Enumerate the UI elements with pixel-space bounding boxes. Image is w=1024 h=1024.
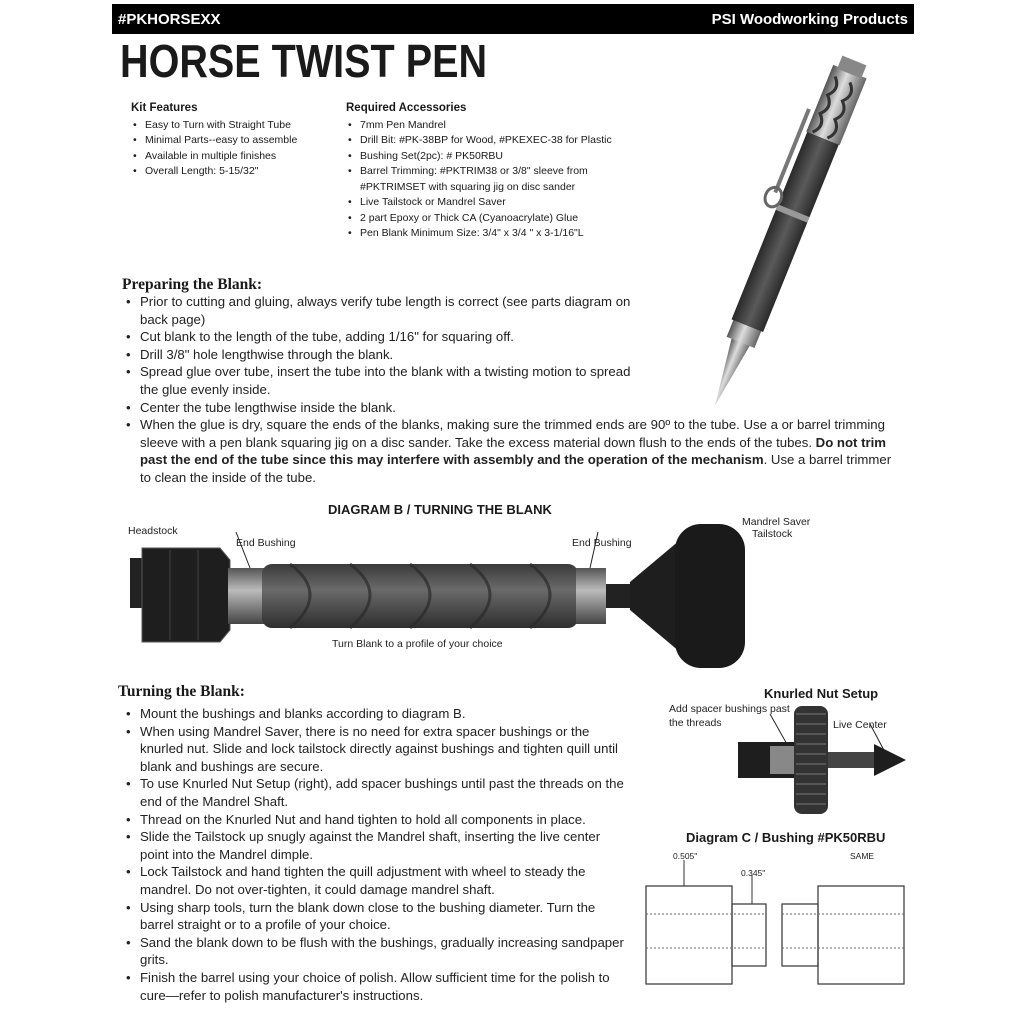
diagram-b-caption: Turn Blank to a profile of your choice [332, 638, 503, 650]
live-center [874, 744, 906, 776]
list-item: • Overall Length: 5-15/32" [131, 164, 331, 180]
list-item: • Available in multiple finishes [131, 149, 331, 165]
diagram-c-illustration [640, 860, 920, 1000]
bushing-left-small [732, 904, 766, 966]
spacer-label-2: the threads [669, 717, 722, 729]
mandrel-shaft [606, 584, 632, 608]
diagram-b-title: DIAGRAM B / TURNING THE BLANK [328, 502, 552, 517]
end-bushing-left-label: End Bushing [236, 537, 296, 549]
knurled-nut-illustration [730, 700, 910, 820]
end-bushing-right-label: End Bushing [572, 537, 632, 549]
list-item: • Drill 3/8" hole lengthwise through the blank. [124, 346, 644, 364]
list-item: • Live Tailstock or Mandrel Saver [346, 195, 646, 211]
kit-features [131, 101, 331, 180]
accessories-heading: Required Accessories [346, 102, 467, 114]
end-bushing-right [576, 568, 606, 624]
list-item: • Lock Tailstock and hand tighten the quill adjustment with wheel to steady the mandrel. Do not over-tighten, it could damage mandrel shaft. [124, 863, 624, 898]
dim-large-label: 0.505" [673, 851, 698, 861]
required-accessories [346, 101, 646, 242]
list-item: • Barrel Trimming: #PKTRIM38 or 3/8" sleeve from #PKTRIMSET with squaring jig on disc sander [346, 164, 626, 195]
live-center-label: Live Center [833, 719, 887, 731]
list-item: • 7mm Pen Mandrel [346, 118, 646, 134]
bushing-right-small [782, 904, 818, 966]
spacer-bushing [770, 746, 796, 774]
list-item: • Sand the blank down to be flush with the bushings, gradually increasing sandpaper grits. [124, 934, 624, 969]
list-item: • 2 part Epoxy or Thick CA (Cyanoacrylate) Glue [346, 211, 646, 227]
bushing-left-large [646, 886, 732, 984]
list-item: • Thread on the Knurled Nut and hand tighten to hold all components in place. [124, 811, 624, 829]
list-item: • Minimal Parts--easy to assemble [131, 133, 331, 149]
pen-tip [706, 337, 751, 409]
list-item: • Bushing Set(2pc): # PK50RBU [346, 149, 646, 165]
list-item: • Slide the Tailstock up snugly against the Mandrel shaft, inserting the live center point into the Mandrel dimple. [124, 828, 624, 863]
knurled-title: Knurled Nut Setup [764, 686, 879, 701]
bushing-right-large [818, 886, 904, 984]
list-item: • Finish the barrel using your choice of polish. Allow sufficient time for the polish to cure—refer to polish manufacturer's instructions. [124, 969, 624, 1004]
list-item: • Cut blank to the length of the tube, adding 1/16" for squaring off. [124, 328, 644, 346]
list-item: • Center the tube lengthwise inside the blank. [124, 399, 644, 417]
list-item: • To use Knurled Nut Setup (right), add spacer bushings until past the threads on the end of the Mandrel Shaft. [124, 775, 624, 810]
pen-barrel [732, 130, 840, 332]
turning-list [124, 705, 624, 1004]
knurled-nut [794, 706, 828, 814]
list-item: • Pen Blank Minimum Size: 3/4" x 3/4 " x 3-1/16"L [346, 226, 646, 242]
preparing-list-wide [124, 416, 894, 486]
dim-small-label: 0.345" [741, 868, 766, 878]
same-label: SAME [850, 851, 875, 861]
list-item: • Mount the bushings and blanks according to diagram B. [124, 705, 624, 723]
list-item: • When the glue is dry, square the ends of the blanks, making sure the trimmed ends are 90º to the tube. Use a or barrel trimming sleeve with a pen blank squaring jig on a disc sander. Take the excess material down flush to the ends of the tubes. Do not trim past the end of the tube since this may interfere with assembly and the operation of the mechanism. Use a barrel trimmer to clean the inside of the tube. [124, 416, 894, 486]
spacer-label-1: Add spacer bushings past [669, 703, 790, 715]
tailstock-label: Tailstock [752, 528, 793, 540]
mandrel-saver-cone [630, 540, 680, 652]
preparing-list [124, 293, 644, 416]
brand-name: PSI Woodworking Products [711, 10, 908, 28]
page-title: HORSE TWIST PEN [120, 35, 488, 87]
thread-rod [828, 752, 874, 768]
turning-heading: Turning the Blank: [118, 683, 245, 700]
kit-features-heading: Kit Features [131, 102, 198, 114]
sku-code: #PKHORSEXX [118, 10, 221, 28]
list-item: • When using Mandrel Saver, there is no need for extra spacer bushings or the knurled nut. Slide and lock tailstock directly against bushings and tighten quill until blank and bushings are secure. [124, 723, 624, 776]
list-item: • Easy to Turn with Straight Tube [131, 118, 331, 134]
preparing-heading: Preparing the Blank: [122, 276, 263, 293]
mandrel-saver-label: Mandrel Saver [742, 516, 811, 528]
headstock-nut [142, 548, 230, 642]
list-item: • Drill Bit: #PK-38BP for Wood, #PKEXEC-38 for Plastic [346, 133, 646, 149]
list-item: • Using sharp tools, turn the blank down close to the bushing diameter. Turn the barrel straight or to a profile of your choice. [124, 899, 624, 934]
diagram-c-title: Diagram C / Bushing #PK50RBU [686, 830, 886, 845]
diagram-b-illustration [120, 520, 760, 680]
list-item: • Prior to cutting and gluing, always verify tube length is correct (see parts diagram on back page) [124, 293, 644, 328]
tailstock-disk [675, 524, 745, 668]
pen-illustration [640, 30, 940, 410]
list-item: • Spread glue over tube, insert the tube into the blank with a twisting motion to spread the glue evenly inside. [124, 363, 644, 398]
headstock-label: Headstock [128, 525, 178, 537]
end-bushing-left [228, 568, 264, 624]
